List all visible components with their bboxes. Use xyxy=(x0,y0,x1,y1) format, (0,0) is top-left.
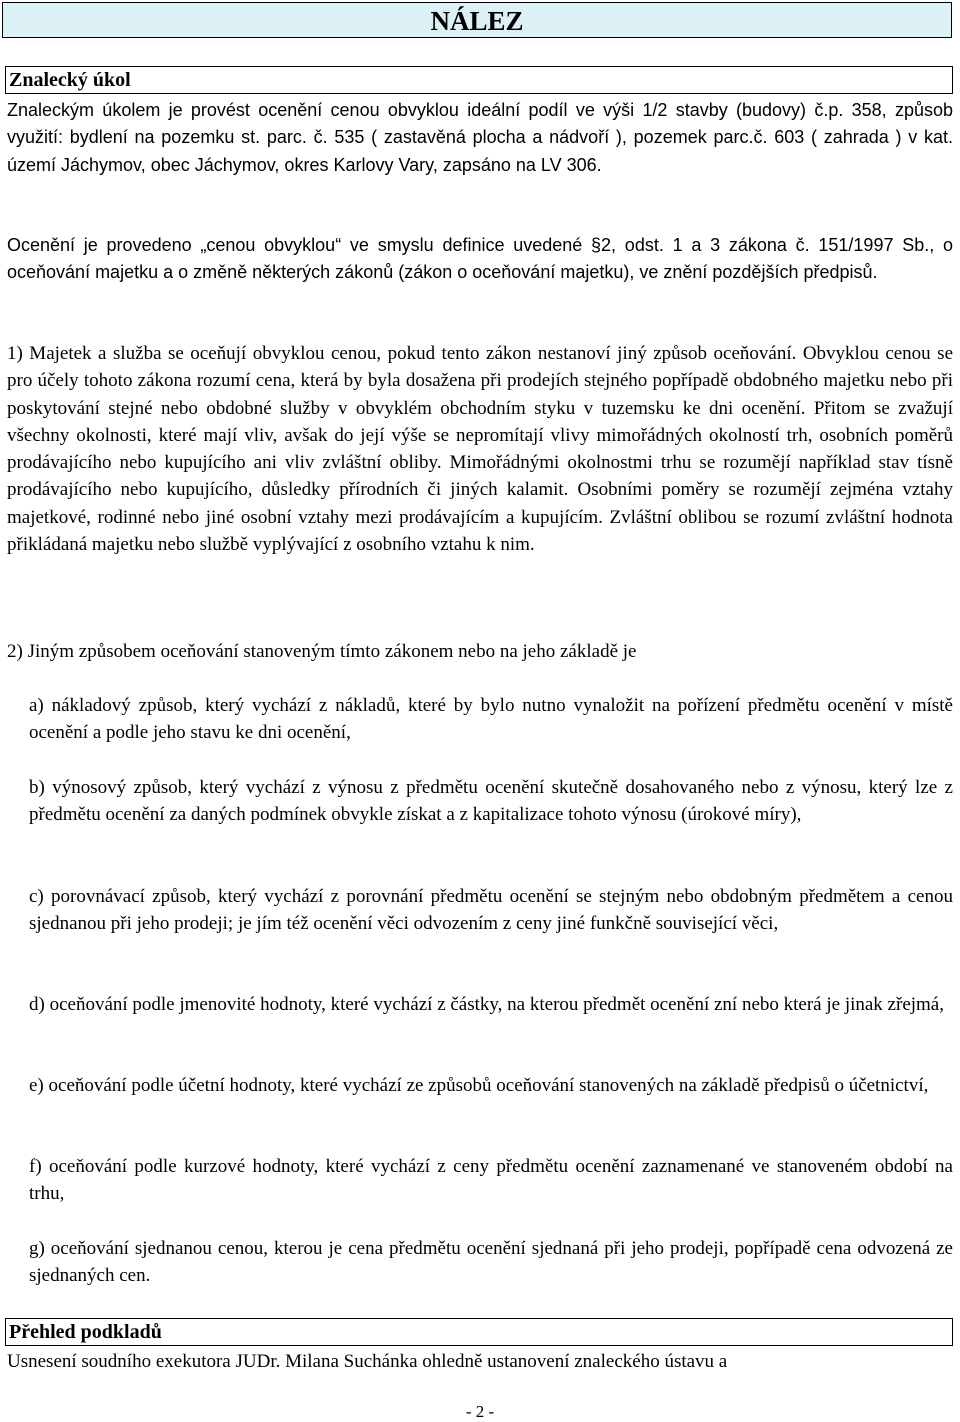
list-item-f: f) oceňování podle kurzové hodnoty, které vychází z ceny předmětu ocenění zaznamenané ve stanoveném období na trhu, xyxy=(29,1156,953,1205)
paragraph-2: 2) Jiným způsobem oceňování stanoveným tímto zákonem nebo na jeho základě je xyxy=(7,641,637,662)
assignment-paragraph: Znaleckým úkolem je provést ocenění cenou obvyklou ideální podíl ve výši 1/2 stavby (budovy) č.p. 358, způsob využití: bydlení na pozemku st. parc. č. 535 ( zastavěná plocha a nádvoří ), pozemek parc.č. 603 ( zahrada ) v kat. území Jáchymov, obec Jáchymov, okres Karlovy Vary, zapsáno na LV 306. xyxy=(7,100,953,175)
sources-paragraph: Usnesení soudního exekutora JUDr. Milana Suchánka ohledně ustanovení znaleckého ústavu a xyxy=(7,1351,728,1372)
list-item-c: c) porovnávací způsob, který vychází z porovnání předmětu ocenění se stejným nebo obdobným předmětem a cenou sjednanou při jeho prodeji; je jím též ocenění věci odvozením z ceny jiné funkčně související věci, xyxy=(29,886,953,935)
definition-paragraph: Ocenění je provedeno „cenou obvyklou“ ve smyslu definice uvedené §2, odst. 1 a 3 zákona č. 151/1997 Sb., o oceňování majetku a o změně některých zákonů (zákon o oceňování majetku), ve znění pozdějších předpisů. xyxy=(7,235,953,283)
paragraph-1: 1) Majetek a služba se oceňují obvyklou cenou, pokud tento zákon nestanoví jiný způsob oceňování. Obvyklou cenou se pro účely tohoto zákona rozumí cena, která by byla dosažena při prodejích stejného popřípadě obdobného majetku nebo při poskytování stejné nebo obdobné služby v obvyklém obchodním styku v tuzemsku ke dni ocenění. Přitom se zvažují všechny okolnosti, které mají vliv, avšak do její výše se nepromítají vlivy mimořádných okolností trh, osobních poměrů prodávajícího nebo kupujícího ani vliv zvláštní obliby. Mimořádnými okolnostmi trhu se rozumějí například stav tísně prodávajícího nebo kupujícího, důsledky přírodních či jiných kalamit. Osobními poměry se rozumějí zejména vztahy majetkové, rodinné nebo jiné osobní vztahy mezi prodávajícím a kupujícím. Zvláštní oblibou se rozumí zvláštní hodnota přikládaná majetku nebo službě vyplývající z osobního vztahu k nim. xyxy=(7,343,953,556)
list-item-e: e) oceňování podle účetní hodnoty, které vychází ze způsobů oceňování stanovených na základě předpisů o účetnictví, xyxy=(29,1075,929,1096)
list-item-g: g) oceňování sjednanou cenou, kterou je cena předmětu ocenění sjednaná při jeho prodeji, popřípadě cena odvozená ze sjednaných cen. xyxy=(29,1238,953,1287)
section-heading-znalecky-ukol: Znalecký úkol xyxy=(5,66,953,94)
list-item-b: b) výnosový způsob, který vychází z výnosu z předmětu ocenění skutečně dosahovaného nebo z výnosu, který lze z předmětu ocenění za daných podmínek obvykle získat a z kapitalizace tohoto výnosu (úrokové míry), xyxy=(29,777,953,826)
list-item-a: a) nákladový způsob, který vychází z nákladů, které by bylo nutno vynaložit na pořízení předmětu ocenění v místě ocenění a podle jeho stavu ke dni ocenění, xyxy=(29,695,953,744)
section-heading-prehled-podkladu: Přehled podkladů xyxy=(5,1318,953,1346)
list-item-d: d) oceňování podle jmenovité hodnoty, které vychází z částky, na kterou předmět ocenění zní nebo která je jinak zřejmá, xyxy=(29,994,944,1015)
page-number: - 2 - xyxy=(465,1402,495,1421)
page-title: NÁLEZ xyxy=(2,2,952,38)
